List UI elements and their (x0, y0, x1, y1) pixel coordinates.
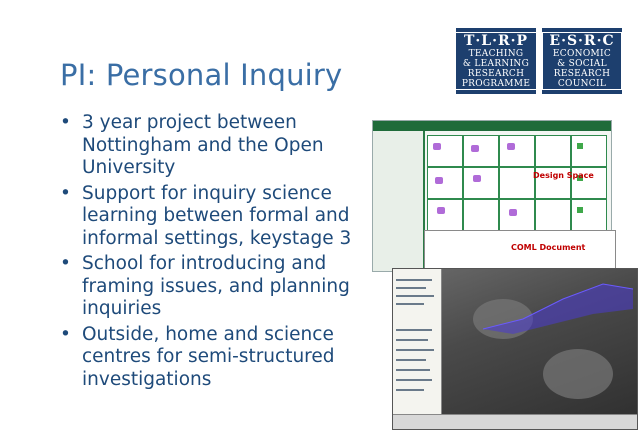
panel-row (396, 303, 424, 305)
panel-row (396, 295, 434, 297)
design-space-title-bar (373, 121, 611, 131)
bullet-item (60, 112, 380, 180)
data-overlay-graphic (483, 279, 633, 339)
grid-cell (463, 199, 499, 231)
design-space-sidebar (373, 131, 425, 271)
bullet-dot-icon: • (60, 182, 71, 204)
grid-cell (427, 199, 463, 231)
bullet-text: 3 year project between Nottingham and the Open University (82, 112, 324, 178)
grid-cell (499, 167, 535, 199)
bullet-text: Support for inquiry science learning between formal and informal settings, keystage 3 (82, 182, 352, 249)
grid-cell (463, 167, 499, 199)
panel-row (396, 389, 424, 391)
bullet-item (60, 253, 380, 321)
bullet-item (60, 183, 380, 251)
activity-tile-icon (509, 209, 517, 216)
tlrp-logo-line: PROGRAMME (461, 79, 531, 89)
activity-tile-icon (433, 143, 441, 150)
design-space-label: Design Space (533, 171, 594, 180)
grid-cell (463, 135, 499, 167)
terrain-shape (543, 349, 613, 399)
grid-cell (499, 199, 535, 231)
bullet-dot-icon: • (60, 253, 71, 274)
bullet-list (60, 112, 380, 394)
bullet-dot-icon: • (60, 112, 71, 133)
status-marker-icon (577, 207, 583, 213)
esrc-logo-head: E·S·R·C (549, 33, 615, 49)
coml-document-label: COML Document (511, 243, 586, 252)
esrc-logo-line: ECONOMIC (552, 49, 612, 59)
panel-row (396, 369, 430, 371)
activity-tile-icon (435, 177, 443, 184)
tlrp-logo-line: TEACHING (468, 49, 524, 59)
grid-cell (571, 135, 607, 167)
grid-cell (535, 135, 571, 167)
esrc-logo-line: COUNCIL (557, 79, 607, 89)
panel-row (396, 349, 434, 351)
esrc-logo-line: & SOCIAL (557, 59, 607, 69)
panel-row (396, 279, 432, 281)
grid-cell (571, 199, 607, 231)
tlrp-logo (456, 28, 536, 94)
activity-tile-icon (507, 143, 515, 150)
tlrp-logo-line: & LEARNING (462, 59, 530, 69)
bullet-item (60, 324, 380, 392)
grid-cell (499, 135, 535, 167)
grid-cell (427, 135, 463, 167)
layers-panel (393, 269, 442, 415)
grid-cell (535, 199, 571, 231)
status-marker-icon (577, 143, 583, 149)
esrc-logo-line: RESEARCH (553, 69, 611, 79)
panel-row (396, 379, 432, 381)
panel-row (396, 329, 432, 331)
grid-cell (427, 167, 463, 199)
tlrp-logo-line: RESEARCH (467, 69, 525, 79)
activity-tile-icon (473, 175, 481, 182)
panel-row (396, 359, 426, 361)
activity-tile-icon (471, 145, 479, 152)
slide-title: PI: Personal Inquiry (60, 58, 343, 92)
bullet-dot-icon: • (60, 323, 71, 345)
activity-tile-icon (437, 207, 445, 214)
bullet-text: Outside, home and science centres for semi-structured investigations (82, 323, 335, 390)
esrc-logo (542, 28, 622, 94)
panel-row (396, 287, 426, 289)
map-toolbar (393, 414, 637, 429)
tlrp-logo-head: T·L·R·P (463, 33, 529, 49)
coml-document-screenshot (424, 230, 616, 272)
bullet-text: School for introducing and framing issues, and planning inquiries (82, 253, 350, 319)
map-view-screenshot (392, 268, 638, 430)
panel-row (396, 339, 428, 341)
